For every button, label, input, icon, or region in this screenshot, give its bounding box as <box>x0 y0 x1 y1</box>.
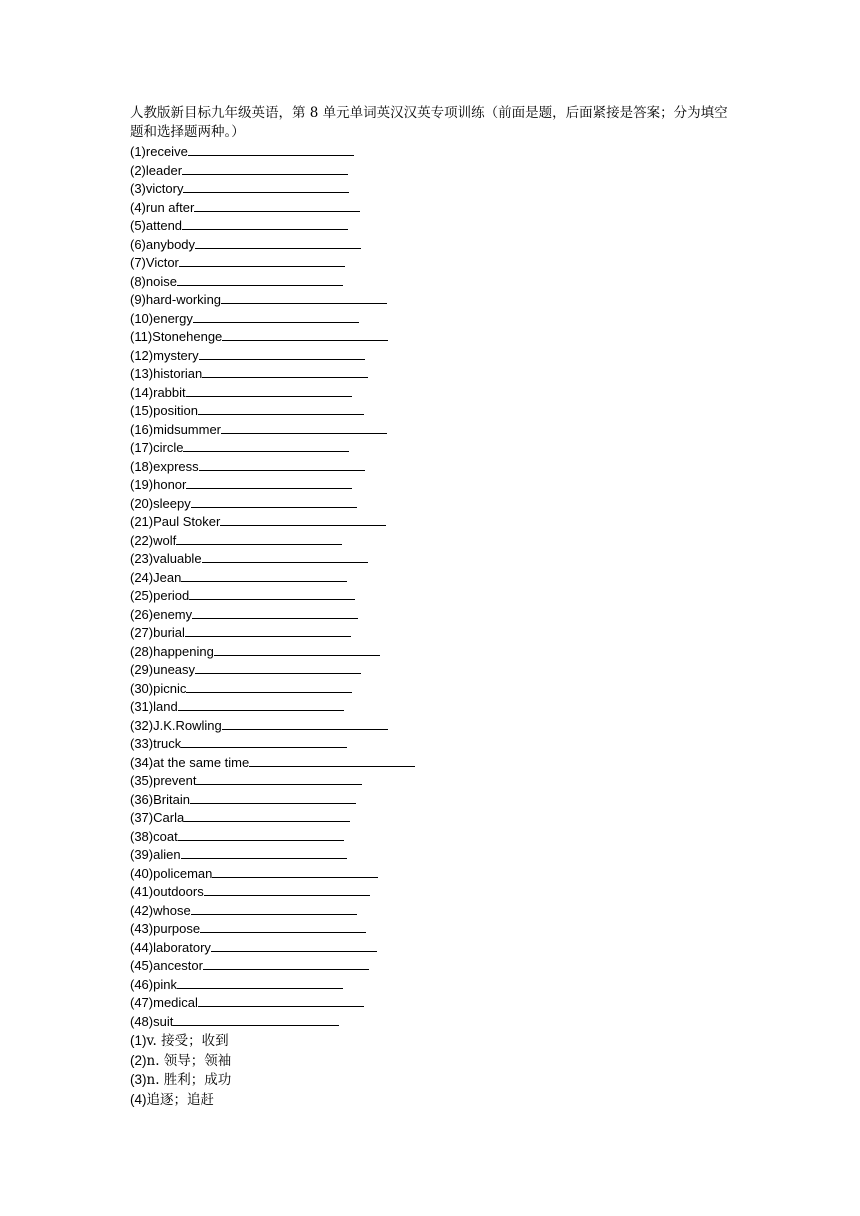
question-term: (29)uneasy <box>130 662 196 677</box>
question-term: (25)period <box>130 588 190 603</box>
answer-blank[interactable] <box>184 809 350 822</box>
question-term: (45)ancestor <box>130 958 203 973</box>
answer-blank[interactable] <box>204 883 370 896</box>
answer-blank[interactable] <box>199 347 365 360</box>
answer-blank[interactable] <box>178 698 344 711</box>
question-term: (24)Jean <box>130 569 182 585</box>
question-term: (38)coat <box>130 828 178 844</box>
question-item <box>130 717 740 736</box>
question-term: (2)leader <box>130 162 183 178</box>
question-item <box>130 199 740 218</box>
question-term: (17)circle <box>130 440 184 455</box>
question-item <box>130 402 740 421</box>
answer-blank[interactable] <box>189 587 355 600</box>
document-title: 人教版新目标九年级英语，第 8 单元单词英汉汉英专项训练（前面是题，后面紧接是答案；分为填空题和选择题两种。） <box>130 105 728 140</box>
question-term: (12)mystery <box>130 347 199 363</box>
document-content <box>130 104 740 1109</box>
question-term: (1)receive <box>130 144 188 159</box>
question-item <box>130 532 740 551</box>
question-item <box>130 1013 740 1032</box>
question-term: (28)happening <box>130 643 214 659</box>
question-term: (26)enemy <box>130 606 193 622</box>
question-item <box>130 236 740 255</box>
answer-blank[interactable] <box>181 846 347 859</box>
answer-item <box>130 1090 740 1110</box>
question-term: (31)land <box>130 699 178 714</box>
question-item <box>130 939 740 958</box>
answer-blank[interactable] <box>198 402 364 415</box>
question-item <box>130 347 740 366</box>
question-item <box>130 458 740 477</box>
answer-number: (1) <box>130 1033 147 1048</box>
question-term: (23)valuable <box>130 551 202 566</box>
question-item <box>130 310 740 329</box>
answer-blank[interactable] <box>185 624 351 637</box>
answer-blank[interactable] <box>202 365 368 378</box>
question-term: (13)historian <box>130 366 203 381</box>
question-term: (11)Stonehenge <box>130 329 223 344</box>
answer-number: (3) <box>130 1072 147 1087</box>
answer-blank[interactable] <box>194 199 360 212</box>
question-item <box>130 495 740 514</box>
question-term: (40)policeman <box>130 865 213 881</box>
question-item <box>130 865 740 884</box>
question-term: (7)Victor <box>130 255 179 270</box>
question-term: (34)at the same time <box>130 754 250 770</box>
question-item <box>130 439 740 458</box>
question-term: (6)anybody <box>130 236 196 252</box>
question-term: (32)J.K.Rowling <box>130 717 222 733</box>
question-term: (21)Paul Stoker <box>130 514 221 529</box>
question-term: (8)noise <box>130 273 177 289</box>
answer-blank[interactable] <box>173 1013 339 1026</box>
answer-blank[interactable] <box>181 735 347 748</box>
question-term: (42)whose <box>130 902 191 918</box>
question-term: (48)suit <box>130 1013 174 1029</box>
answer-item <box>130 1031 740 1051</box>
question-term: (16)midsummer <box>130 421 222 437</box>
question-item <box>130 254 740 273</box>
question-item <box>130 384 740 403</box>
answer-blank[interactable] <box>203 957 369 970</box>
question-item <box>130 883 740 902</box>
answer-blank[interactable] <box>177 273 343 286</box>
question-item <box>130 365 740 384</box>
answer-blank[interactable] <box>222 328 388 341</box>
answer-blank[interactable] <box>191 495 357 508</box>
answer-blank[interactable] <box>193 310 359 323</box>
answer-blank[interactable] <box>186 476 352 489</box>
question-term: (36)Britain <box>130 791 190 807</box>
question-item <box>130 661 740 680</box>
answer-text: v. 接受；收到 <box>146 1033 229 1049</box>
question-item <box>130 772 740 791</box>
question-term: (22)wolf <box>130 532 177 548</box>
answer-blank[interactable] <box>178 828 344 841</box>
question-item <box>130 587 740 606</box>
question-item <box>130 624 740 643</box>
question-term: (10)energy <box>130 310 193 326</box>
answer-blank[interactable] <box>249 754 415 767</box>
answer-text: 追逐；追赶 <box>146 1091 214 1108</box>
question-item <box>130 291 740 310</box>
answer-number: (4) <box>130 1091 147 1107</box>
answer-blank[interactable] <box>181 569 347 582</box>
question-item <box>130 162 740 181</box>
question-item <box>130 643 740 662</box>
answer-blank[interactable] <box>183 180 349 193</box>
question-term: (37)Carla <box>130 810 185 825</box>
answer-item <box>130 1070 740 1090</box>
answer-blank[interactable] <box>195 236 361 249</box>
answer-blank[interactable] <box>183 439 349 452</box>
answer-text: n. 胜利；成功 <box>146 1072 232 1088</box>
question-item <box>130 809 740 828</box>
question-term: (18)express <box>130 458 199 474</box>
question-item <box>130 143 740 162</box>
answer-blank[interactable] <box>211 939 377 952</box>
question-item <box>130 180 740 199</box>
question-term: (39)alien <box>130 847 181 862</box>
answer-blank[interactable] <box>200 920 366 933</box>
question-item <box>130 217 740 236</box>
question-item <box>130 976 740 995</box>
answer-blank[interactable] <box>212 865 378 878</box>
answer-blank[interactable] <box>221 291 387 304</box>
question-item <box>130 828 740 847</box>
question-term: (4)run after <box>130 199 195 215</box>
question-item <box>130 994 740 1013</box>
answer-blank[interactable] <box>202 550 368 563</box>
question-item <box>130 846 740 865</box>
question-item <box>130 902 740 921</box>
answer-blank[interactable] <box>190 791 356 804</box>
question-term: (41)outdoors <box>130 884 204 899</box>
question-item <box>130 421 740 440</box>
question-item <box>130 569 740 588</box>
question-item <box>130 754 740 773</box>
answer-blank[interactable] <box>186 680 352 693</box>
question-item <box>130 698 740 717</box>
answer-text: n. 领导；领袖 <box>146 1052 232 1069</box>
question-term: (14)rabbit <box>130 384 186 400</box>
answer-blank[interactable] <box>177 976 343 989</box>
question-term: (33)truck <box>130 736 182 751</box>
question-item <box>130 920 740 939</box>
question-term: (43)purpose <box>130 921 201 936</box>
question-term: (30)picnic <box>130 680 187 696</box>
question-item <box>130 606 740 625</box>
answer-blank[interactable] <box>198 994 364 1007</box>
answer-blank[interactable] <box>221 421 387 434</box>
answer-blank[interactable] <box>220 513 386 526</box>
question-item <box>130 513 740 532</box>
question-item <box>130 735 740 754</box>
answer-number: (2) <box>130 1052 147 1068</box>
question-term: (44)laboratory <box>130 939 211 955</box>
answer-blank[interactable] <box>196 772 362 785</box>
question-item <box>130 476 740 495</box>
answer-item <box>130 1051 740 1071</box>
answer-blank[interactable] <box>188 143 354 156</box>
answer-blank[interactable] <box>199 458 365 471</box>
question-item <box>130 791 740 810</box>
question-term: (3)victory <box>130 181 184 196</box>
answer-blank[interactable] <box>191 902 357 915</box>
question-list <box>130 143 740 1031</box>
question-item <box>130 273 740 292</box>
answer-blank[interactable] <box>222 717 388 730</box>
question-term: (5)attend <box>130 218 183 233</box>
question-term: (27)burial <box>130 625 185 640</box>
answer-blank[interactable] <box>182 162 348 175</box>
question-item <box>130 680 740 699</box>
question-term: (35)prevent <box>130 773 197 788</box>
question-term: (46)pink <box>130 976 177 992</box>
question-term: (19)honor <box>130 477 187 492</box>
question-term: (15)position <box>130 403 198 418</box>
answer-blank[interactable] <box>214 643 380 656</box>
question-term: (9)hard-working <box>130 292 222 307</box>
answer-blank[interactable] <box>195 661 361 674</box>
question-item <box>130 957 740 976</box>
answer-list <box>130 1031 740 1109</box>
question-item <box>130 328 740 347</box>
answer-blank[interactable] <box>176 532 342 545</box>
question-term: (47)medical <box>130 995 198 1010</box>
question-item <box>130 550 740 569</box>
answer-blank[interactable] <box>186 384 352 397</box>
answer-blank[interactable] <box>192 606 358 619</box>
question-term: (20)sleepy <box>130 495 191 511</box>
answer-blank[interactable] <box>182 217 348 230</box>
answer-blank[interactable] <box>179 254 345 267</box>
